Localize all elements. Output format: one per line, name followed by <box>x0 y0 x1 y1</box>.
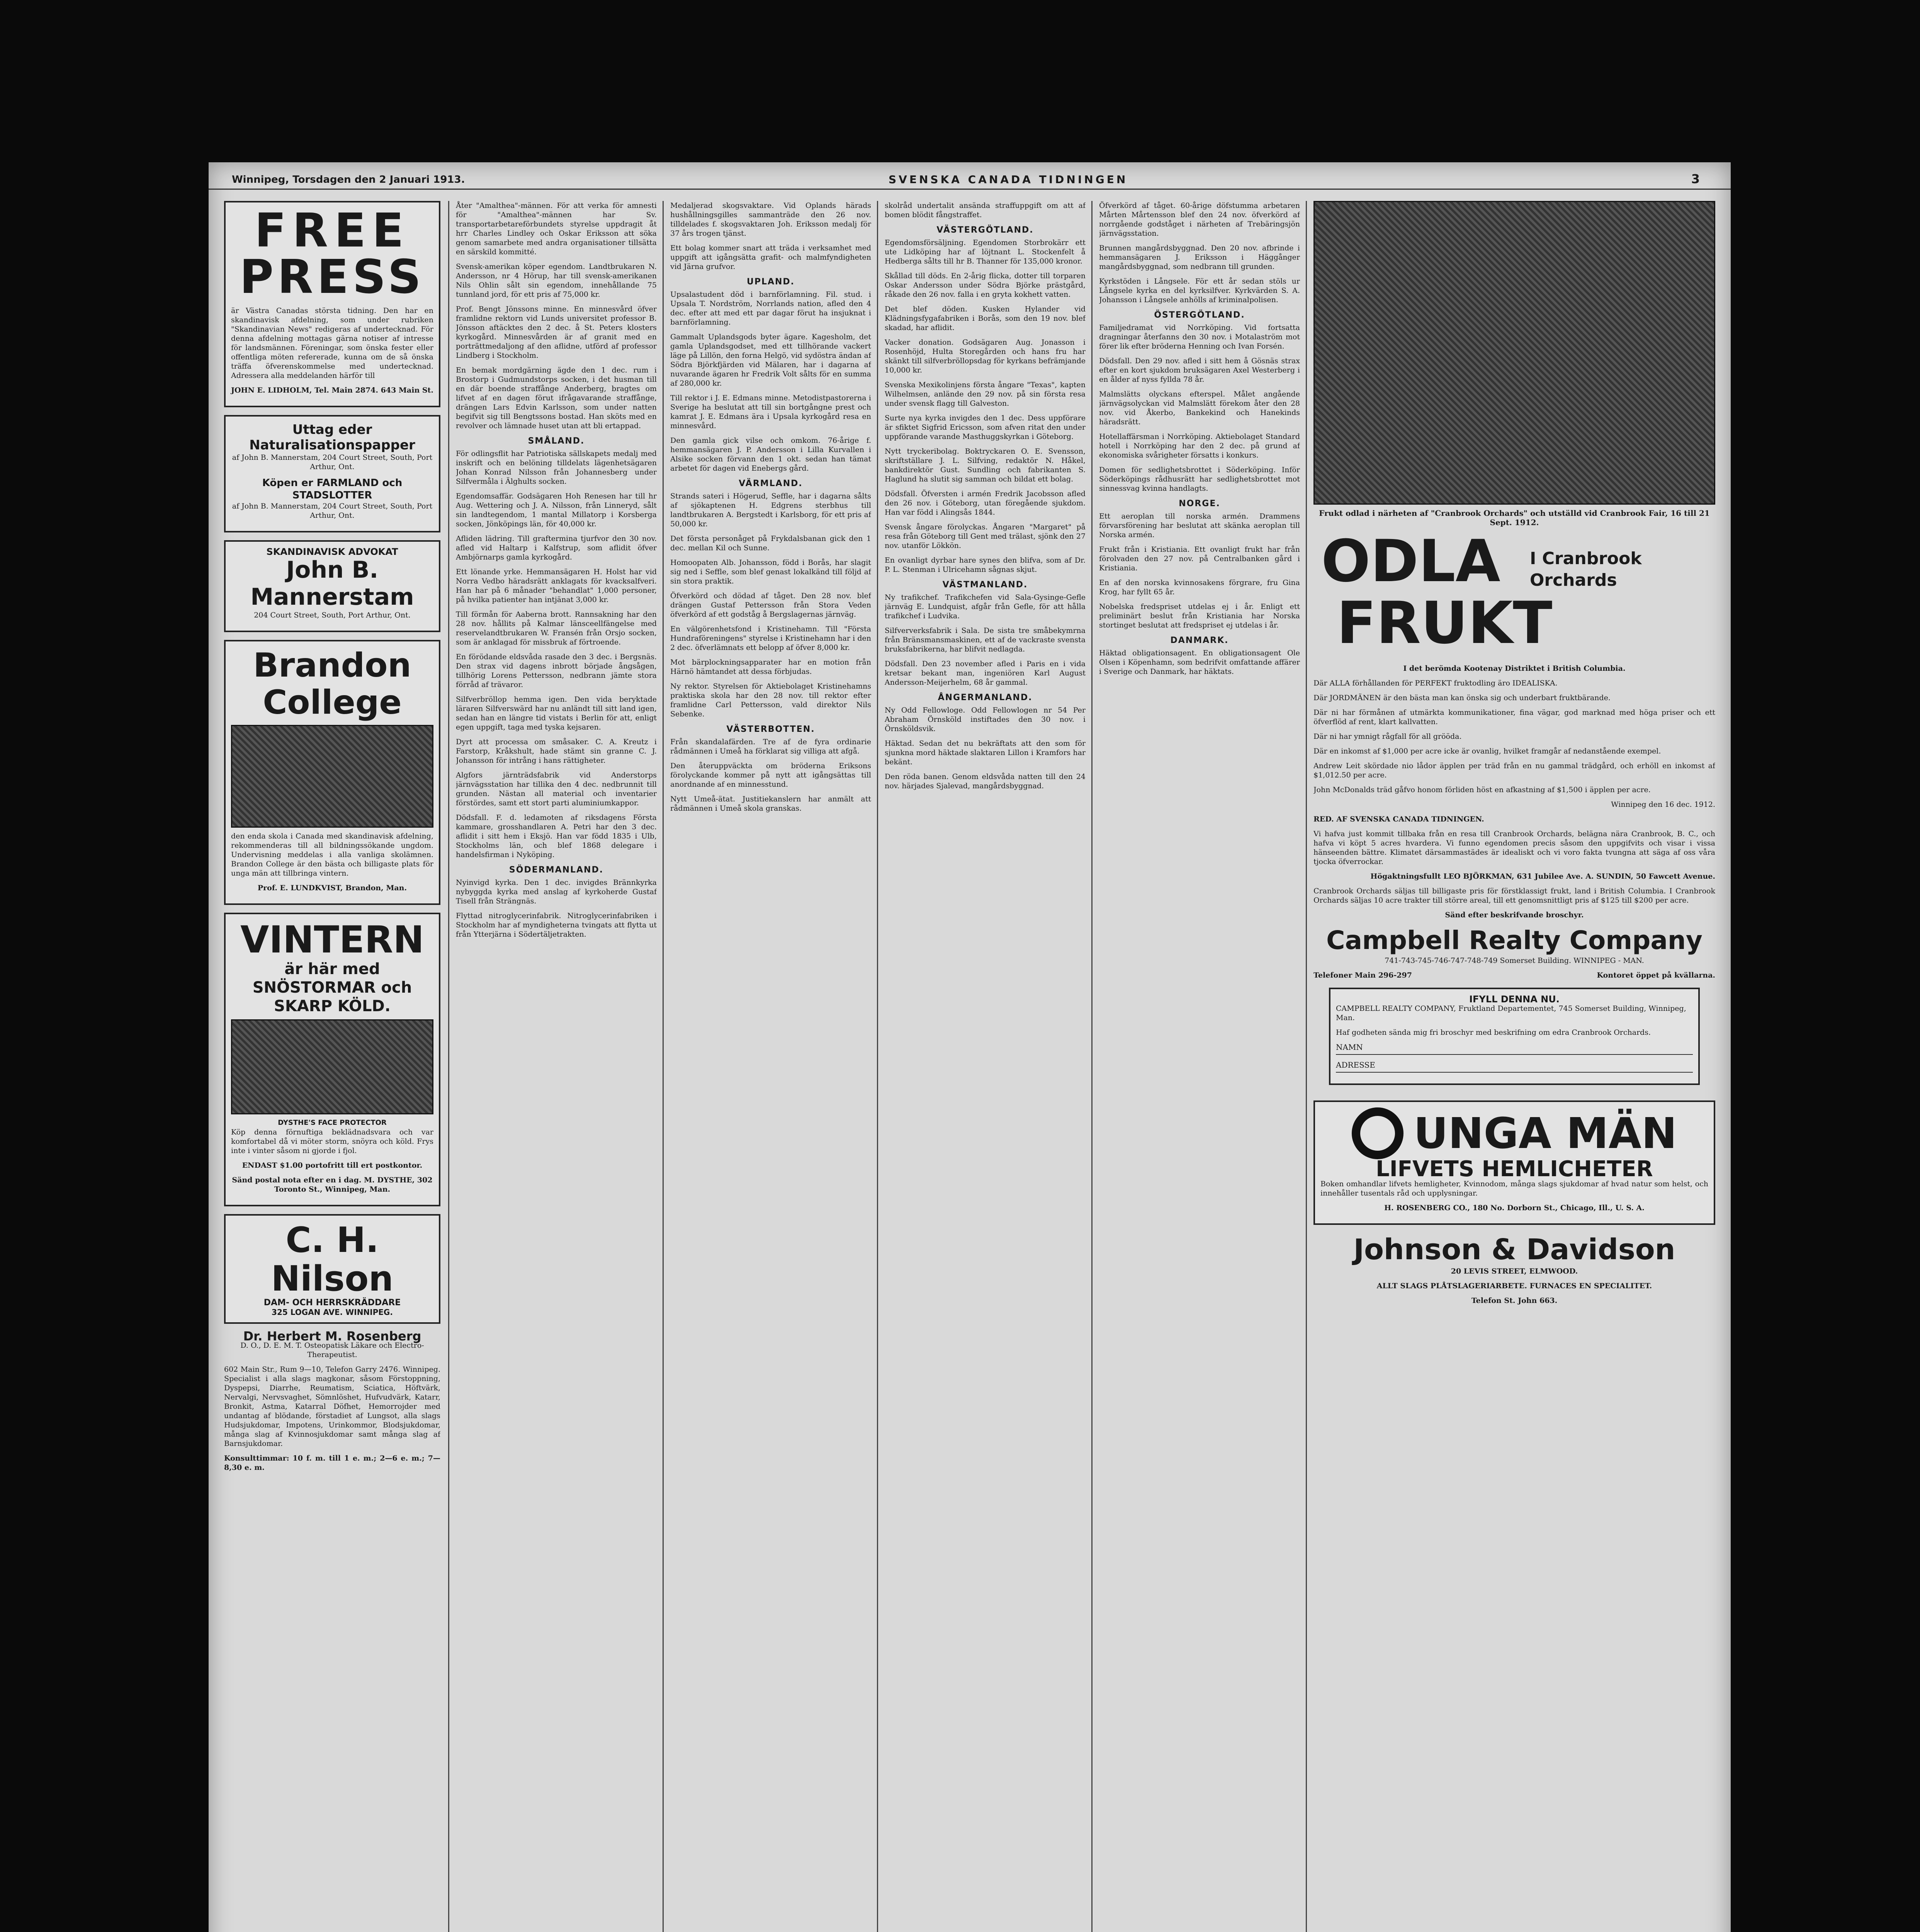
article-paragraph: Prof. Bengt Jönssons minne. En minnesvård öfver framlidne rektorn vid Lunds universitet professor B. Jönsson aftäcktes den 2 dec. å St. Peters klosters kyrkogård. Minnesvården är af granit med en porträttmedaljong af den aflidne, utförd af professor Lindberg i Stockholm. <box>456 305 657 360</box>
article-paragraph: Häktad obligationsagent. En obligationsagent Ole Olsen i Köpenhamn, som bedrifvit omfattande affärer i Sverige och Danmark, har häktats. <box>1099 649 1300 676</box>
rosenberg-subtitle: D. O., D. E. M. T. Osteopatisk Läkare och Electro-Therapeutist. <box>240 1341 424 1359</box>
article-paragraph: Dödsfall. Öfversten i armén Fredrik Jacobsson afled den 26 nov. i Göteborg, utan föregående sjukdom. Han var född i Alingsås 1844. <box>885 490 1086 517</box>
column-5 <box>1099 201 1300 1932</box>
section-heading: VÄSTERBOTTEN. <box>726 724 815 734</box>
free-press-text: är Västra Canadas största tidning. Den har en skandinavisk afdelning, som under rubriken "Skandinavian News" redigeras af undertecknad. För denna afdelning mottagas gärna notiser af intresse för landsmännen. Föreningar, som önska fester eller offentliga möten refererade, kunna om de så önska träffa öfverenskommelse med undertecknad. Adressera alla meddelanden härför till <box>231 306 433 380</box>
article-paragraph: Dödsfall. Den 23 november afled i Paris en i vida kretsar bekant man, ingeniören Karl August Andersson-Meijerhelm, 68 år gammal. <box>885 660 1086 687</box>
article-paragraph: Afliden lädring. Till graftermina tjurfvor den 30 nov. afled vid Haltarp i Kalfstrup, som aflidit öfver Ambjörnarps gamla kyrkogård. <box>456 534 657 561</box>
orchard-point: John McDonalds träd gåfvo honom förliden höst en afkastning af $1,500 i äpplen per acre. <box>1313 786 1651 794</box>
column-2 <box>456 201 657 1932</box>
advokat-address: 204 Court Street, South, Port Arthur, Ont. <box>254 611 411 619</box>
campbell-realty-title: Campbell Realty Company <box>1326 925 1703 955</box>
vintern-ad <box>224 913 440 1206</box>
article-paragraph: Silfverbröllop hemma igen. Den vida beryktade läraren Silfverswärd har nu anländt till sitt land igen, sedan han en längre tid vistats i Berlin för att, enligt egen uppgift, taga med tyska kejsaren. <box>456 695 657 731</box>
article-paragraph: Kyrkstöden i Långsele. För ett år sedan stöls ur Långsele kyrka en del kyrksilfver. Kyrkvärden S. A. Johansson i Långsele anhölls af kriminalpolisen. <box>1099 277 1300 304</box>
orchard-point: Där ALLA förhållanden för PERFEKT fruktodling äro IDEALISKA. <box>1313 679 1558 687</box>
article-paragraph: För odlingsflit har Patriotiska sällskapets medalj med inskrift och en belöning tilldelats lägenhetsägaren Johan Konrad Nilsson från Johannesberg under Silfvermåla i Älghults socken. <box>456 449 657 486</box>
section-heading: UPLAND. <box>746 277 795 287</box>
orchard-point: Där en inkomst af $1,000 per acre icke är ovanlig, hvilket framgår af nedanstående exempel. <box>1313 747 1661 755</box>
article-paragraph: Strands sateri i Högerud, Seffle, har i dagarna sålts af sjökaptenen H. Edgrens sterbhus till landtbrukaren A. Bergstedt i Karlsborg, för ett pris af 50,000 kr. <box>670 492 871 528</box>
article-paragraph: Häktad. Sedan det nu bekräftats att den som för sjunkna mord häktade slaktaren Lillon i Kramfors har bekänt. <box>885 739 1086 766</box>
letter-date: Winnipeg den 16 dec. 1912. <box>1611 800 1715 809</box>
article-paragraph: Det blef döden. Kusken Hylander vid Klädningsfygafabriken i Borås, som den 19 nov. blef skadad, har aflidit. <box>885 305 1086 332</box>
rosenberg-hours: Konsulttimmar: 10 f. m. till 1 e. m.; 2—6 e. m.; 7—8,30 e. m. <box>224 1454 440 1472</box>
form-address-label: ADRESSE <box>1336 1060 1375 1070</box>
jd-services: ALLT SLAGS PLÅTSLAGERIARBETE. FURNACES EN SPECIALITET. <box>1376 1282 1652 1290</box>
article-paragraph: Till rektor i J. E. Edmans minne. Metodistpastorerna i Sverige ha beslutat att till sin bortgångne prest och kamrat J. E. Edmans ära i Upsala kyrkogård resa en minnesvård. <box>670 394 871 430</box>
in-cranbrook-orchards: I Cranbrook Orchards <box>1530 549 1642 590</box>
campbell-address: 741-743-745-746-747-748-749 Somerset Building. WINNIPEG - MAN. <box>1385 956 1644 965</box>
orchard-point: Där ni har förmånen af utmärkta kommunikationer, fina vägar, god marknad med höga priser och ett öfverflöd af rent, klart kallvatten. <box>1313 708 1715 726</box>
unga-man-ad <box>1313 1100 1715 1225</box>
vintern-text: Köp denna förnuftiga beklädnadsvara och var komfortabel då vi möter storm, snöyra och köld. Frys inte i vinter såsom ni gjorde i fjol. <box>231 1128 433 1155</box>
unga-man-title: UNGA MÄN <box>1414 1109 1677 1158</box>
letter-signature: Högaktningsfullt LEO BJÖRKMAN, 631 Jubilee Ave. A. SUNDIN, 50 Fawcett Avenue. <box>1370 872 1715 881</box>
column-rule-2 <box>663 201 664 1932</box>
article-paragraph: Ny trafikchef. Trafikchefen vid Sala-Gysinge-Gefle järnväg E. Lundquist, afgår från Gefle, för att hålla trafikchef i Ludvika. <box>885 593 1086 620</box>
article-paragraph: Ny rektor. Styrelsen för Aktiebolaget Kristinehamns praktiska skola har den 28 nov. till rektor efter framlidne Carl Pettersson, vald direktor Nils Sebenke. <box>670 682 871 718</box>
article-paragraph: Medaljerad skogsvaktare. Vid Oplands härads hushållningsgilles sammanträde den 26 nov. tilldelades f. skogsvaktaren Joh. Eriksson medalj för 37 års trogen tjänst. <box>670 201 871 238</box>
ring-icon <box>1352 1107 1403 1159</box>
article-paragraph: Familjedramat vid Norrköping. Vid fortsatta dragningar återfanns den 30 nov. i Motalaström mot förer lik efter bröderna Henning och Ivan Forsén. <box>1099 323 1300 350</box>
article-paragraph: En välgörenhetsfond i Kristinehamn. Till "Första Hundraföreningens" styrelse i Kristinehamn har i den 2 dec. öfverlämnats ett belopp af öfver 8,000 kr. <box>670 625 871 652</box>
naturalisation-ad <box>224 415 440 532</box>
unga-man-subtitle: LIFVETS HEMLICHETER <box>1376 1156 1653 1182</box>
article-paragraph: Egendomsaffär. Godsägaren Hoh Renesen har till hr Aug. Wettering och J. A. Nilsson, från Linneryd, sålt sin landtegendom, 1 mantal Millatorp i Korsberga socken, Jönköpings län, för 40,000 kr. <box>456 492 657 528</box>
article-paragraph: Skållad till döds. En 2-årig flicka, dotter till torparen Oskar Andersson under Södra Björke prästgård, råkade den 26 nov. falla i en gryta kokhett vatten. <box>885 272 1086 299</box>
orchard-point: Andrew Leit skördade nio lådor äpplen per träd från en nu gammal trädgård, och erhöll en inkomst af $1,012.50 per acre. <box>1313 762 1715 779</box>
article-paragraph: Ett bolag kommer snart att träda i verksamhet med uppgift att igångsätta grafit- och malmfyndigheten vid Järna grufvor. <box>670 244 871 271</box>
college-building-image <box>231 725 433 828</box>
article-paragraph: Silfververksfabrik i Sala. De sista tre småbekymrna från Bränsmansmaskinen, ett af de vackraste svensta bruksfabrikerna, har blifvit nedlagda. <box>885 626 1086 653</box>
article-paragraph: Hotellaffärsman i Norrköping. Aktiebolaget Standard hotell i Norrköping har den 2 dec. på grund af ekonomiska svårigheter försatts i konkurs. <box>1099 432 1300 459</box>
odla-word: ODLA <box>1321 528 1500 595</box>
brandon-signature: Prof. E. LUNDKVIST, Brandon, Man. <box>257 884 407 892</box>
article-paragraph: Dödsfall. F. d. ledamoten af riksdagens Första kammare, grosshandlaren A. Petri har den 3 dec. aflidit i sitt hem i Eksjö. Han var född 1835 i Ulb, Stockholms län, och blef 1868 delegare i handelsfirman i Nyköping. <box>456 813 657 859</box>
free-press-ad <box>224 201 440 407</box>
article-paragraph: Svensk ångare förolyckas. Ångaren "Margaret" på resa från Göteborg till Gent med trälast, sjönk den 27 nov. utanför Lökkön. <box>885 523 1086 550</box>
article-paragraph: Från skandalafärden. Tre af de fyra ordinarie rådmännen i Umeå ha förklarat sig villiga att afgå. <box>670 738 871 755</box>
article-paragraph: Dyrt att processa om småsaker. C. A. Kreutz i Farstorp, Kråkshult, hade stämt sin granne C. J. Johansson för intrång i hans rättigheter. <box>456 738 657 765</box>
column-rule-1 <box>448 201 449 1932</box>
header-masthead: SVENSKA CANADA TIDNINGEN <box>889 173 1128 186</box>
article-paragraph: Brunnen mangårdsbyggnad. Den 20 nov. afbrinde i hemmansägaren J. Eriksson i Häggånger mangårdsbyggnad, som nedbrann till grunden. <box>1099 244 1300 271</box>
article-paragraph: Öfverkörd och dödad af tåget. Den 28 nov. blef drängen Gustaf Pettersson från Stora Veden öfverkörd af ett godståg å Bergslagernas järnväg. <box>670 592 871 619</box>
article-paragraph: En bemak mordgärning ägde den 1 dec. rum i Brostorp i Gudmundstorps socken, i det husman till en där boende straffånge Anderberg, bragtes om lifvet af en dagen förut ifrågavarande straffånge, drängen Lars Edvin Karlsson, som under natten begifvit sig till Bengtssons bostad. Han sköts med en revolver och lämnade huset utan att bli ertappad. <box>456 366 657 430</box>
orchard-point: Där ni har ymnigt rågfall för all grööda. <box>1313 732 1462 741</box>
free-press-contact: JOHN E. LIDHOLM, Tel. Main 2874. 643 Main St. <box>231 386 434 395</box>
advokat-title: SKANDINAVISK ADVOKAT <box>266 546 398 557</box>
letter-body: Vi hafva just kommit tillbaka från en resa till Cranbrook Orchards, belägna nära Cranbrook, B. C., och hafva vi köpt 5 acres hvardera. Vi funno egendomen precis såsom den uppgifvits och visar i vissa hänseenden bättre. Klimatet därsammastädes är idealiskt och vi voro fakta tvungna att säga af oss våra tjocka öfverrockar. <box>1313 830 1715 866</box>
form-company: CAMPBELL REALTY COMPANY, Fruktland Departementet, 745 Somerset Building, Winnipeg, Man. <box>1336 1004 1686 1022</box>
advokat-name: John B. Mannerstam <box>250 556 414 611</box>
brandon-title-1: Brandon <box>253 646 411 685</box>
article-paragraph: Upsalastudent död i barnförlamning. Fil. stud. i Upsala T. Nordström, Norrlands nation, afled den 4 dec. efter att med ett par dagar förut ha insjuknat i barnförlamning. <box>670 290 871 327</box>
header-date: Winnipeg, Torsdagen den 2 Januari 1913. <box>232 174 465 185</box>
article-paragraph: En förödande eldsvåda rasade den 3 dec. i Bergsnäs. Den strax vid dagens inbrott började ångsågen, tillhörig Lorens Pettersson, nedbrann jämte stora förråd af trävaror. <box>456 653 657 689</box>
article-paragraph: Flyttad nitroglycerinfabrik. Nitroglycerinfabriken i Stockholm har af myndigheterna tvingats att flytta ut från Ytterjärna i Södertäljetrakten. <box>456 912 657 939</box>
section-heading: ÖSTERGÖTLAND. <box>1154 310 1245 320</box>
odla-frukt-headline <box>1313 528 1715 664</box>
article-paragraph: Nobelska fredspriset utdelas ej i år. Enligt ett preliminärt beslut från Kristiania har Norska stortinget beslutat att fredspriset ej utdelas i år. <box>1099 602 1300 629</box>
article-paragraph: Svensk-amerikan köper egendom. Landtbrukaren N. Andersson, nr 4 Hörup, har till svensk-amerikanen Nils Ohlin sålt sin egendom, innehållande 75 tunnland jord, för ett pris af 75,000 kr. <box>456 262 657 299</box>
article-paragraph: Ett aeroplan till norska armén. Drammens förvarsförening har beslutat att skänka aeroplan till Norska armén. <box>1099 512 1300 539</box>
naturalisation-text: af John B. Mannerstam, 204 Court Street, South, Port Arthur, Ont. <box>232 453 433 471</box>
nilson-title: C. H. Nilson <box>271 1220 394 1299</box>
article-paragraph: Åter "Amalthea"-männen. För att verka för amnesti för "Amalthea"-männen har Sv. transportarbetareförbundets styrelse uppdragit åt hrr Charles Lindley och Oskar Eriksson att söka genom samarbete med andra organisationer tillsätta en särskild kommitté. <box>456 201 657 256</box>
article-paragraph: Malmslätts olyckans efterspel. Målet angående järnvägsolyckan vid Malmslätt förekom åter den 28 nov. vid Åkerbo, Bankekind och Hanekinds häradsrätt. <box>1099 390 1300 426</box>
article-paragraph: Nytt Umeå-ätat. Justitiekanslern har anmält att rådmännen i Umeå skola granskas. <box>670 795 871 813</box>
order-form <box>1329 988 1700 1085</box>
frukt-word: FRUKT <box>1337 590 1553 657</box>
naturalisation-title: Uttag eder Naturalisationspapper <box>249 422 415 453</box>
form-text: Haf godheten sända mig fri broschyr med beskrifning om edra Cranbrook Orchards. <box>1336 1028 1651 1037</box>
nilson-ad <box>224 1214 440 1324</box>
free-press-title-1: FREE <box>254 204 410 258</box>
article-paragraph: Ny Odd Fellowloge. Odd Fellowlogen nr 54 Per Abraham Örnsköld instiftades den 30 nov. i Örnsköldsvik. <box>885 706 1086 733</box>
orchard-point: Där JORDMÄNEN är den bästa man kan önska sig och underbart fruktbärande. <box>1313 694 1611 702</box>
article-paragraph: Öfverkörd af tåget. 60-årige döfstumma arbetaren Mårten Mårtensson blef den 24 nov. öfverkörd af norrgående godståget i närheten af Trebäringsjön järnvägsstation. <box>1099 201 1300 238</box>
column-rule-4 <box>1091 201 1093 1932</box>
johnson-davidson-ad <box>1313 1233 1715 1305</box>
rosenberg-ad <box>224 1329 440 1472</box>
brandon-text: den enda skola i Canada med skandinavisk afdelning, rekommenderas till all bildningssökande ungdom. Undervisning meddelas i alla vanliga skolämnen. Brandon College är den bästa och billigaste plats för unga män att tillbringa vintern. <box>231 832 433 878</box>
face-protector-image <box>231 1019 433 1114</box>
article-paragraph: Mot bärplockningsapparater har en motion från Härnö hämtandet att dessa förbjudas. <box>670 658 871 676</box>
rosenberg-text: 602 Main Str., Rum 9—10, Telefon Garry 2476. Winnipeg. Specialist i alla slags magkonar, såsom Förstoppning, Dyspepsi, Diarrhe, Reumatism, Sciatica, Höftvärk, Nervalgi, Nervsvaghet, Sömnlöshet, Hufvudvärk, Katarr, Bronkit, Astma, Katarral Döfhet, Hemorrojder med undantag af blödande, förstadiet af Lungsot, alla slags Hudsjukdomar, Impotens, Urinkommor, Blodsjukdomar, många slag af Kvinnosjukdomar samt många slag af Barnsjukdomar. <box>224 1365 440 1448</box>
letter-recipient: RED. AF SVENSKA CANADA TIDNINGEN. <box>1313 815 1484 823</box>
fruit-photo-caption: Frukt odlad i närheten af "Cranbrook Orchards" och utställd vid Cranbrook Fair, 16 till 21 Sept. 1912. <box>1319 509 1710 527</box>
column-1 <box>224 201 440 1932</box>
article-paragraph: Nyinvigd kyrka. Den 1 dec. invigdes Brännkyrka nybyggda kyrka med anslag af kyrkoherde Gustaf Tisell från Strängnäs. <box>456 878 657 905</box>
article-paragraph: Algfors järnträdsfabrik vid Anderstorps järnvägsstation har tillika den 4 dec. nedbrunnit till grunden. Nästan all material och inventarier förstördes, samt ett stort parti aluminiumkappor. <box>456 771 657 807</box>
article-paragraph: Nytt tryckeribolag. Boktryckaren O. E. Svensson, skriftställare J. L. Silfving, redaktör N. Håkel, bankdirektör Gust. Sundling och fabrikanten S. Haglund ha slutit sig samman och bildat ett bolag. <box>885 447 1086 483</box>
brandon-college-ad <box>224 640 440 905</box>
nilson-subtitle: DAM- OCH HERRSKRÄDDARE <box>263 1298 401 1308</box>
section-heading: ÅNGERMANLAND. <box>938 693 1033 702</box>
unga-man-headline <box>1320 1107 1708 1159</box>
advokat-ad <box>224 540 440 632</box>
article-paragraph: Gammalt Uplandsgods byter ägare. Kagesholm, det gamla Uplandsgodset, med ett tillhörande vackert läge på Lillön, den forna Helgö, vid sydöstra ändan af Södra Björkfjärden vid Mälaren, har i dagarna af nuvarande ägaren hr Fredrik Volt sålts för en summa af 280,000 kr. <box>670 333 871 388</box>
rosenberg-title: Dr. Herbert M. Rosenberg <box>243 1329 421 1344</box>
campbell-contact-row <box>1313 971 1715 980</box>
column-6 <box>1313 201 1715 1932</box>
section-heading: SÖDERMANLAND. <box>509 865 604 875</box>
article-paragraph: Den återuppväckta om bröderna Eriksons förolyckande kommer på nytt att igångsättas till anordnande af en minnesstund. <box>670 762 871 789</box>
page-header <box>209 172 1731 190</box>
orchard-points <box>1313 679 1715 794</box>
form-address-field[interactable] <box>1336 1060 1693 1073</box>
farmland-text: af John B. Mannerstam, 204 Court Street, South, Port Arthur, Ont. <box>232 502 433 520</box>
newspaper-page <box>209 162 1731 1932</box>
nilson-address: 325 LOGAN AVE. WINNIPEG. <box>272 1308 393 1317</box>
jd-telephone: Telefon St. John 663. <box>1471 1296 1558 1305</box>
vintern-title: VINTERN <box>240 918 424 961</box>
form-name-field[interactable] <box>1336 1043 1693 1055</box>
vintern-caption: DYSTHE'S FACE PROTECTOR <box>278 1119 387 1127</box>
header-page-number: 3 <box>1691 172 1700 186</box>
unga-man-address: H. ROSENBERG CO., 180 No. Dorborn St., Chicago, Ill., U. S. A. <box>1384 1204 1645 1212</box>
section-heading: NORGE. <box>1179 499 1220 509</box>
column-4 <box>885 201 1086 1932</box>
article-paragraph: Ett lönande yrke. Hemmansägaren H. Holst har vid Norra Vedbo häradsrätt anklagats för kvacksalfveri. Han har på 6 månader "behandlat" 1,000 personer, på hvilka patienter han intjänat 3,000 kr. <box>456 568 657 604</box>
section-heading: VÄSTERGÖTLAND. <box>936 225 1034 235</box>
article-paragraph: Frukt från i Kristiania. Ett ovanligt frukt har från förolvaden den 27 nov. på Centralbanken gård i Kristiania. <box>1099 545 1300 572</box>
section-heading: SMÅLAND. <box>528 436 585 446</box>
free-press-title-2: PRESS <box>240 250 425 304</box>
column-rule-3 <box>877 201 878 1932</box>
farmland-title: Köpen er FARMLAND och STADSLOTTER <box>262 477 403 501</box>
jd-address: 20 LEVIS STREET, ELMWOOD. <box>1451 1267 1578 1276</box>
form-name-label: NAMN <box>1336 1043 1363 1052</box>
article-paragraph: Den röda banen. Genom eldsvåda natten till den 24 nov. härjades Sjalevad, mangårdsbyggnad. <box>885 772 1086 790</box>
article-paragraph: Till förmån för Aaberna brott. Rannsakning har den 28 nov. hållits på Kalmar länsceellfängelse med reservelandtbrukaren W. Fransén från Orsjo socken, som är anklagad för missbruk af förtroende. <box>456 610 657 646</box>
column-rule-5 <box>1306 201 1307 1932</box>
vintern-price: ENDAST $1.00 portofritt till ert postkontor. <box>242 1161 423 1170</box>
brandon-title-2: College <box>263 683 402 722</box>
article-paragraph: skolråd undertalit ansända straffuppgift om att af bomen blödit fångstraffet. <box>885 201 1086 219</box>
campbell-hours: Kontoret öppet på kvällarna. <box>1597 971 1715 980</box>
brochure-line: Sänd efter beskrifvande broschyr. <box>1445 911 1584 919</box>
article-paragraph: En af den norska kvinnosakens förgrare, fru Gina Krog, har fyllt 65 år. <box>1099 578 1300 596</box>
article-paragraph: Domen för sedlighetsbrottet i Söderköping. Inför Söderköpings rådhusrätt har sedlighetsbrottet mot sinnessvag kvinna handlagts. <box>1099 466 1300 493</box>
district-line: I det berömda Kootenay Distriktet i British Columbia. <box>1403 664 1626 673</box>
unga-man-text: Boken omhandlar lifvets hemligheter, Kvinnodom, många slags sjukdomar af hvad natur som helst, och innehåller tusentals råd och upplysningar. <box>1320 1180 1708 1197</box>
article-paragraph: Svenska Mexikolinjens första ångare "Texas", kapten Wilhelmsen, anlände den 29 nov. på sin första resa under svensk flagg till Galveston. <box>885 381 1086 408</box>
article-paragraph: Homoopaten Alb. Johansson, född i Borås, har slagit sig ned i Seffle, som blef genast lokalkänd till följd af sin stora praktik. <box>670 558 871 585</box>
vintern-contact: Sänd postal nota efter en i dag. M. DYSTHE, 302 Toronto St., Winnipeg, Man. <box>232 1176 433 1194</box>
article-paragraph: En ovanligt dyrbar hare synes den blifva, som af Dr. P. L. Stenman i Ulricehamn sågnas skjut. <box>885 556 1086 574</box>
form-title: IFYLL DENNA NU. <box>1469 994 1560 1005</box>
article-paragraph: Dödsfall. Den 29 nov. afled i sitt hem å Gösnäs strax efter en kort sjukdom bruksägaren Axel Westerberg i en ålder af nyss fyllda 78 år. <box>1099 357 1300 384</box>
article-paragraph: Det första personåget på Frykdalsbanan gick den 1 dec. mellan Kil och Sunne. <box>670 534 871 552</box>
fruit-photo <box>1313 201 1715 505</box>
article-paragraph: Den gamla gick vilse och omkom. 76-årige f. hemmansägaren J. P. Andersson i Lilla Kurvallen i Alsike socken förvann den 1 okt. sedan han tämat arbetet för dagen vid Enebergs gård. <box>670 436 871 473</box>
vintern-subtitle: är här med SNÖSTORMAR och SKARP KÖLD. <box>252 960 412 1015</box>
article-paragraph: Surte nya kyrka invigdes den 1 dec. Dess uppförare är sfiktet Sigfrid Ericsson, som afven ritat den under uppförande varande Masthuggskyrkan i Göteborg. <box>885 414 1086 441</box>
campbell-telephone: Telefoner Main 296-297 <box>1313 971 1412 980</box>
section-heading: VÄSTMANLAND. <box>942 580 1028 590</box>
section-heading: DANMARK. <box>1170 636 1229 645</box>
jd-title: Johnson & Davidson <box>1353 1233 1675 1266</box>
article-paragraph: Vacker donation. Godsägaren Aug. Jonasson i Rosenhöjd, Hulta Storegården och hans fru har skänkt till silfverbröllopsdag för kyrkans befrämjande 10,000 kr. <box>885 338 1086 374</box>
section-heading: VÄRMLAND. <box>739 479 803 488</box>
column-3 <box>670 201 871 1932</box>
orchard-offer: Cranbrook Orchards säljas till billigaste pris för förstklassigt frukt, land i British Columbia. I Cranbrook Orchards säljas 10 acre trakter till större areal, till ett genomsnittligt pris af $125 till $200 per acre. <box>1313 887 1715 905</box>
article-paragraph: Egendomsförsäljning. Egendomen Storbrokärr ett ute Lidköping har af löjtnant L. Stockenfelt å Hedberga sålts till hr B. Thanner för 135,000 kronor. <box>885 238 1086 265</box>
